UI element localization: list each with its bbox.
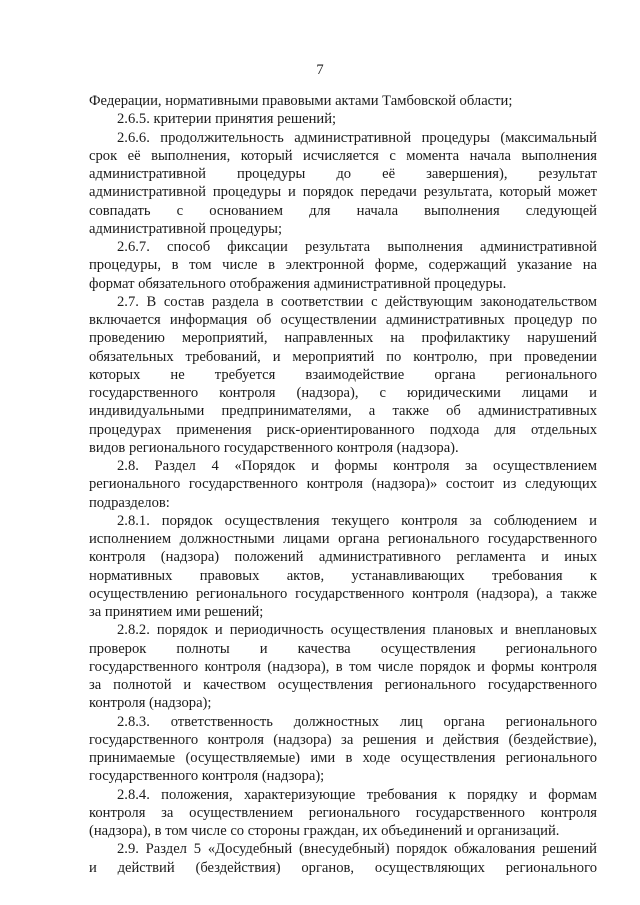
text-line: исполнением должностными лицами органа регионального государственного bbox=[89, 531, 597, 547]
text-line: административной процедуры до её завершения), результат bbox=[89, 166, 597, 182]
text-line: контроля (надзора); bbox=[89, 695, 212, 712]
text-line: проверок полноты и качества осуществления регионального bbox=[89, 640, 597, 657]
text-line: осуществлению регионального государственного контроля (надзора), а также bbox=[89, 585, 597, 602]
text-line: государственного контроля (надзора); bbox=[89, 768, 325, 785]
text-line: срок её выполнения, который исчисляется с момента начала выполнения bbox=[89, 147, 597, 164]
text-line: нормативных правовых актов, устанавливающих требования к bbox=[89, 567, 597, 584]
text-line: видов регионального государственного контроля (надзора). bbox=[89, 439, 459, 456]
text-line: административной процедуры; bbox=[89, 220, 283, 237]
text-line: включается информация об осуществлении административных процедур по bbox=[89, 312, 597, 328]
text-line: административной процедуры и порядок передачи результата, который может bbox=[89, 184, 597, 201]
text-line: за полнотой и качеством осуществления регионального государственного bbox=[89, 677, 597, 693]
text-line: 2.6.5. критерии принятия решений; bbox=[117, 111, 337, 128]
text-line: проведению мероприятий, направленных на профилактику нарушений bbox=[89, 330, 597, 347]
text-line: процедурах применения риск-ориентированного подхода для отдельных bbox=[89, 421, 597, 438]
text-line: обязательных требований, и мероприятий по контролю, при проведении bbox=[89, 348, 597, 365]
text-line: 2.7. В состав раздела в соответствии с действующим законодательством bbox=[117, 293, 597, 310]
text-line: принимаемые (осуществляемые) ими в ходе осуществления регионального bbox=[89, 750, 597, 766]
text-line: подразделов: bbox=[89, 494, 170, 511]
text-line: государственного контроля (надзора), в том числе порядок и формы контроля bbox=[89, 658, 597, 675]
text-line: государственного контроля (надзора), с юридическими лицами и bbox=[89, 385, 597, 401]
text-line: 2.6.6. продолжительность административной процедуры (максимальный bbox=[117, 129, 597, 146]
text-line: и действий (бездействия) органов, осуществляющих регионального bbox=[89, 859, 597, 876]
text-line: контроля за осуществлением регионального государственного контроля bbox=[89, 804, 597, 821]
text-line: процедуры, в том числе в электронной форме, содержащий указание на bbox=[89, 257, 597, 274]
text-line: (надзора), в том числе со стороны граждан, их объединений и организаций. bbox=[89, 823, 560, 839]
page-number: 7 bbox=[316, 62, 324, 78]
text-line: 2.8.1. порядок осуществления текущего контроля за соблюдением и bbox=[117, 512, 597, 529]
text-line: 2.9. Раздел 5 «Досудебный (внесудебный) порядок обжалования решений bbox=[117, 841, 597, 858]
text-line: 2.8.2. порядок и периодичность осуществления плановых и внеплановых bbox=[117, 622, 597, 639]
text-line: за принятием ими решений; bbox=[89, 604, 264, 620]
text-line: 2.8. Раздел 4 «Порядок и формы контроля за осуществлением bbox=[117, 458, 597, 474]
text-line: совпадать с основанием для начала выполнения следующей bbox=[89, 202, 597, 219]
text-line: индивидуальными предпринимателями, а также об административных bbox=[89, 403, 597, 420]
text-line: контроля (надзора) положений административного регламента и иных bbox=[89, 549, 597, 566]
text-line: которых не требуется взаимодействие органа регионального bbox=[89, 366, 597, 383]
text-line: формат обязательного отображения административной процедуры. bbox=[89, 275, 507, 292]
text-line: государственного контроля (надзора) за решения и действия (бездействие), bbox=[89, 731, 597, 748]
text-line: 2.8.3. ответственность должностных лиц органа регионального bbox=[117, 713, 597, 730]
text-line: 2.8.4. положения, характеризующие требования к порядку и формам bbox=[117, 786, 597, 803]
text-line: 2.6.7. способ фиксации результата выполнения административной bbox=[117, 239, 597, 255]
text-line: регионального государственного контроля (надзора)» состоит из следующих bbox=[89, 476, 597, 493]
text-line: Федерации, нормативными правовыми актами Тамбовской области; bbox=[89, 93, 513, 109]
